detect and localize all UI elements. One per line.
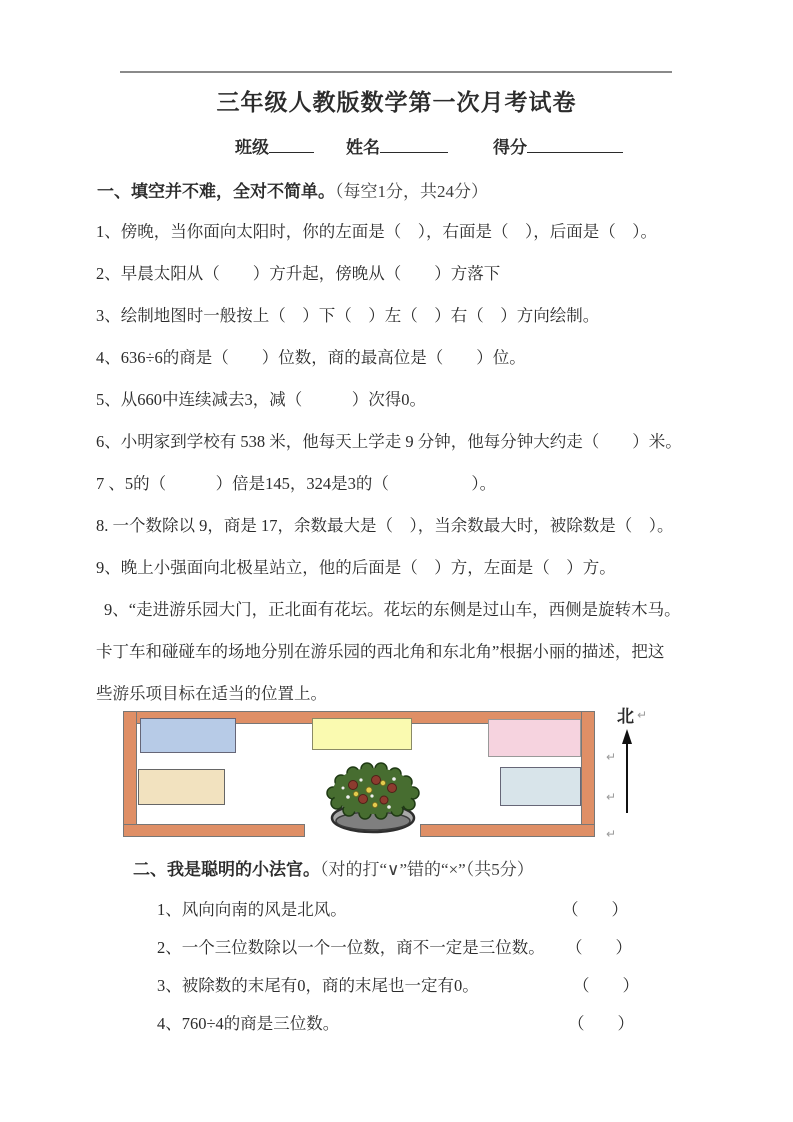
north-label: 北	[617, 707, 634, 726]
pilcrow-mark: ↵	[606, 750, 617, 764]
score-blank	[527, 137, 623, 153]
top-center-box	[312, 718, 412, 750]
map-question-line-3: 些游乐项目标在适当的位置上。	[96, 684, 327, 703]
flower-bed-illustration	[323, 755, 423, 837]
park-wall-right	[581, 711, 595, 837]
judge-item-2	[157, 934, 632, 958]
park-map-diagram	[123, 711, 595, 837]
top-left-box	[140, 718, 236, 753]
answer-parens: （ ）	[568, 1014, 634, 1033]
section1-heading	[97, 177, 488, 202]
middle-left-box	[138, 769, 225, 805]
park-wall-bottom-right	[420, 824, 595, 837]
pilcrow-mark: ↵	[606, 827, 617, 841]
answer-parens: （ ）	[566, 938, 632, 957]
section2-heading-text: 二、我是聪明的小法官。	[133, 860, 320, 879]
judge-item-4	[157, 1010, 634, 1034]
fill-blank-question-7: 7 、5的（ ）倍是145，324是3的（ ）。	[96, 474, 497, 493]
answer-parens: （ ）	[573, 976, 639, 995]
judge-item-3	[157, 972, 639, 996]
class-label: 班级	[235, 138, 269, 157]
name-blank	[380, 137, 448, 153]
judge-item-1	[157, 896, 628, 920]
fill-blank-question-3: 3、绘制地图时一般按上（ ）下（ ）左（ ）右（ ）方向绘制。	[96, 306, 600, 325]
map-question-line-1: 9、“走进游乐园大门，正北面有花坛。花坛的东侧是过山车，西侧是旋转木马。	[104, 600, 681, 619]
section2-heading	[133, 855, 534, 880]
park-wall-bottom-left	[123, 824, 305, 837]
top-divider	[120, 71, 672, 73]
park-wall-left	[123, 711, 137, 837]
fill-blank-question-5: 5、从660中连续减去3，减（ ）次得0。	[96, 390, 426, 409]
fill-blank-question-2: 2、早晨太阳从（ ）方升起，傍晚从（ ）方落下	[96, 264, 501, 283]
name-label: 姓名	[346, 138, 380, 157]
section2-heading-note: （对的打“∨”错的“×”（共5分）	[320, 860, 534, 879]
judge-item-text: 2、一个三位数除以一个一位数，商不一定是三位数。	[157, 938, 545, 957]
fill-blank-question-1: 1、傍晚，当你面向太阳时，你的左面是（ ），右面是（ ），后面是（ ）。	[96, 222, 657, 241]
page-title: 三年级人教版数学第一次月考试卷	[216, 90, 577, 115]
fill-blank-question-4: 4、636÷6的商是（ ）位数，商的最高位是（ ）位。	[96, 348, 526, 367]
section1-heading-note: （每空1分，共24分）	[335, 182, 488, 201]
pilcrow-mark: ↵	[637, 708, 648, 722]
judge-item-text: 4、760÷4的商是三位数。	[157, 1014, 340, 1033]
map-question-line-2: 卡丁车和碰碰车的场地分别在游乐园的西北角和东北角”根据小丽的描述，把这	[96, 642, 665, 661]
class-blank	[269, 137, 314, 153]
fill-blank-question-9: 9、晚上小强面向北极星站立，他的后面是（ ）方，左面是（ ）方。	[96, 558, 616, 577]
middle-right-box	[500, 767, 581, 806]
top-right-box	[488, 719, 581, 757]
fill-blank-question-8: 8. 一个数除以 9，商是 17，余数最大是（ ），当余数最大时，被除数是（ ）。	[96, 516, 674, 535]
section1-heading-text: 一、填空并不难，全对不简单。	[97, 182, 335, 201]
pilcrow-mark: ↵	[606, 790, 617, 804]
score-label: 得分	[493, 138, 527, 157]
student-info-row	[235, 133, 623, 158]
answer-parens: （ ）	[562, 900, 628, 919]
fill-blank-question-6: 6、小明家到学校有 538 米，他每天上学走 9 分钟，他每分钟大约走（ ）米。	[96, 432, 682, 451]
north-arrow-icon	[618, 729, 636, 817]
judge-item-text: 3、被除数的末尾有0，商的末尾也一定有0。	[157, 976, 479, 995]
judge-item-text: 1、风向向南的风是北风。	[157, 900, 347, 919]
